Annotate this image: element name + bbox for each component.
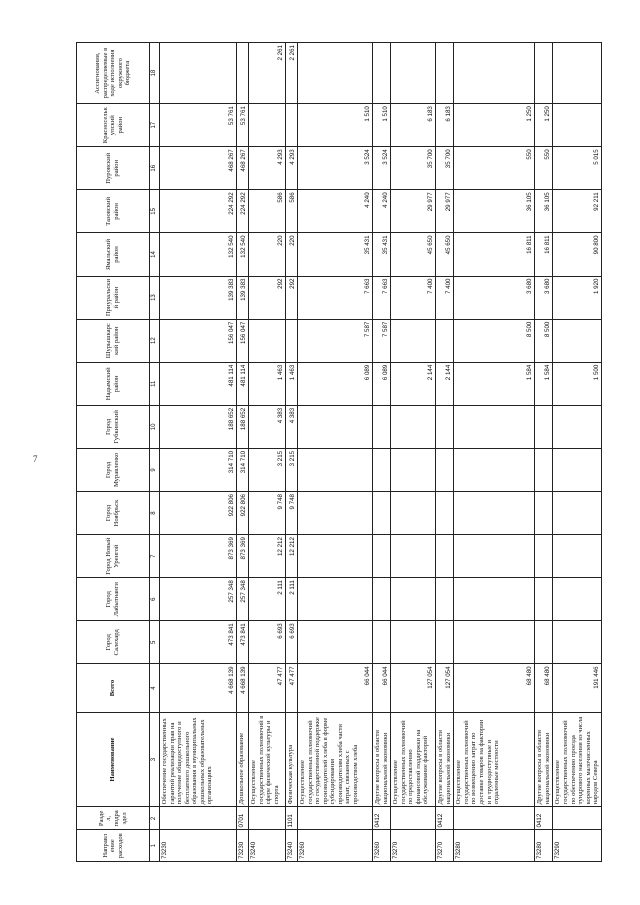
table-row <box>391 43 436 862</box>
value-cell: 156 047 <box>237 319 249 362</box>
value-cell <box>454 578 535 621</box>
name-cell: Физическая культура <box>286 712 298 807</box>
direction-code-cell: 73270 <box>436 830 454 862</box>
table-body <box>160 43 602 862</box>
value-cell: 550 <box>454 147 535 190</box>
budget-table <box>76 42 602 862</box>
direction-code-cell: 73260 <box>298 830 373 862</box>
value-cell <box>391 492 436 535</box>
value-cell: 9 748 <box>249 492 286 535</box>
value-cell: 4 240 <box>298 190 373 233</box>
value-cell <box>298 43 373 104</box>
section-code-cell: 0412 <box>436 807 454 830</box>
name-cell: Обеспечение государственных гарантий реализации прав на получение общедоступного и бесплатного дошкольного образования в муниципальных дошкольных образовательных организациях <box>160 712 237 807</box>
value-cell: 2 144 <box>391 362 436 405</box>
value-cell <box>373 578 391 621</box>
value-cell: 139 383 <box>160 276 237 319</box>
value-cell: 35 700 <box>391 147 436 190</box>
value-cell <box>553 104 601 147</box>
value-cell: 473 841 <box>160 621 237 664</box>
value-cell: 3 215 <box>249 448 286 491</box>
header-novy-urengoy: Город Новый Уренгой <box>77 535 150 578</box>
header-krasnoselkupsky: Красноселькупский район <box>77 104 150 147</box>
value-cell <box>535 535 553 578</box>
name-cell: Осуществление государственных полномочий по обеспечению проезда тундрового населения из числа коренных малочисленных народов Севера <box>553 712 601 807</box>
value-cell: 45 650 <box>436 233 454 276</box>
table-row <box>237 43 249 862</box>
value-cell: 4 383 <box>286 405 298 448</box>
col-index: 1 <box>150 830 160 862</box>
value-cell <box>535 621 553 664</box>
col-index: 12 <box>150 319 160 362</box>
col-index: 5 <box>150 621 160 664</box>
value-cell: 586 <box>286 190 298 233</box>
value-cell: 2 111 <box>249 578 286 621</box>
value-cell: 29 977 <box>436 190 454 233</box>
value-cell <box>391 43 436 104</box>
value-cell: 90 800 <box>553 233 601 276</box>
col-index: 16 <box>150 147 160 190</box>
col-index: 7 <box>150 535 160 578</box>
value-cell: 188 652 <box>237 405 249 448</box>
col-index: 13 <box>150 276 160 319</box>
value-cell: 4 293 <box>249 147 286 190</box>
value-cell <box>535 448 553 491</box>
value-cell: 481 114 <box>237 362 249 405</box>
value-cell <box>391 621 436 664</box>
value-cell: 257 348 <box>237 578 249 621</box>
direction-code-cell: 73280 <box>454 830 535 862</box>
value-cell: 4 293 <box>286 147 298 190</box>
value-cell: 7 587 <box>373 319 391 362</box>
value-cell: 5 015 <box>553 147 601 190</box>
value-cell <box>454 448 535 491</box>
value-cell <box>391 319 436 362</box>
value-cell <box>553 405 601 448</box>
value-cell: 127 054 <box>436 664 454 712</box>
name-cell: Дошкольное образование <box>237 712 249 807</box>
value-cell <box>298 492 373 535</box>
value-cell: 6 183 <box>391 104 436 147</box>
value-cell <box>436 448 454 491</box>
header-name: Наименование <box>77 712 150 807</box>
value-cell <box>373 535 391 578</box>
value-cell <box>436 43 454 104</box>
value-cell: 16 811 <box>454 233 535 276</box>
col-index: 10 <box>150 405 160 448</box>
value-cell: 7 400 <box>436 276 454 319</box>
col-index: 17 <box>150 104 160 147</box>
value-cell: 2 111 <box>286 578 298 621</box>
name-cell: Другие вопросы в области национальной экономики <box>436 712 454 807</box>
col-index: 2 <box>150 807 160 830</box>
value-cell: 3 524 <box>373 147 391 190</box>
direction-code-cell: 73280 <box>535 830 553 862</box>
value-cell: 6 183 <box>436 104 454 147</box>
section-code-cell <box>160 807 237 830</box>
header-purovsky: Пуровский район <box>77 147 150 190</box>
header-muravlenko: Город Муравленко <box>77 448 150 491</box>
value-cell <box>160 43 237 104</box>
section-code-cell <box>249 807 286 830</box>
value-cell: 7 663 <box>373 276 391 319</box>
column-index-row <box>150 43 160 862</box>
value-cell <box>391 535 436 578</box>
value-cell <box>454 621 535 664</box>
section-code-cell: 0412 <box>373 807 391 830</box>
value-cell <box>298 578 373 621</box>
value-cell: 2 261 <box>286 43 298 104</box>
value-cell: 47 477 <box>286 664 298 712</box>
value-cell: 586 <box>249 190 286 233</box>
value-cell: 188 652 <box>160 405 237 448</box>
value-cell <box>436 405 454 448</box>
value-cell: 53 761 <box>237 104 249 147</box>
value-cell: 7 663 <box>298 276 373 319</box>
value-cell: 1 250 <box>535 104 553 147</box>
value-cell: 132 540 <box>237 233 249 276</box>
value-cell: 468 267 <box>160 147 237 190</box>
col-index: 18 <box>150 43 160 104</box>
rotated-table-container <box>76 42 600 862</box>
direction-code-cell: 73230 <box>160 830 237 862</box>
value-cell: 35 431 <box>373 233 391 276</box>
value-cell: 132 540 <box>160 233 237 276</box>
value-cell <box>249 104 286 147</box>
name-cell: Осуществление государственных полномочий по возмещению затрат по доставке товаров на фактории и в труднодоступные и отдаленные местности <box>454 712 535 807</box>
direction-code-cell: 73290 <box>553 830 601 862</box>
value-cell: 12 212 <box>286 535 298 578</box>
value-cell: 29 977 <box>391 190 436 233</box>
header-noyabrsk: Город Ноябрьск <box>77 492 150 535</box>
value-cell <box>535 578 553 621</box>
value-cell <box>454 405 535 448</box>
value-cell: 257 348 <box>160 578 237 621</box>
value-cell <box>298 448 373 491</box>
value-cell: 1 463 <box>249 362 286 405</box>
value-cell <box>553 43 601 104</box>
value-cell: 2 261 <box>249 43 286 104</box>
value-cell <box>553 319 601 362</box>
value-cell <box>436 578 454 621</box>
value-cell <box>373 43 391 104</box>
header-salekhard: Город Салехард <box>77 621 150 664</box>
direction-code-cell: 73270 <box>391 830 436 862</box>
value-cell <box>298 535 373 578</box>
value-cell <box>436 621 454 664</box>
value-cell: 220 <box>286 233 298 276</box>
page-mark: 7 <box>33 454 38 464</box>
value-cell <box>436 492 454 535</box>
value-cell: 6 089 <box>298 362 373 405</box>
table-row <box>286 43 298 862</box>
value-cell: 314 710 <box>237 448 249 491</box>
value-cell: 6 089 <box>373 362 391 405</box>
header-section: Раздел, подраздел <box>77 807 150 830</box>
value-cell: 1 510 <box>373 104 391 147</box>
name-cell: Осуществление государственных полномочий по государственной поддержке производителей хлеба в форме субсидирования производителям хлеба части затрат, связанных с производством хлеба <box>298 712 373 807</box>
value-cell <box>373 492 391 535</box>
section-code-cell: 0701 <box>237 807 249 830</box>
section-code-cell <box>298 807 373 830</box>
value-cell: 53 761 <box>160 104 237 147</box>
value-cell: 3 680 <box>535 276 553 319</box>
value-cell: 66 044 <box>298 664 373 712</box>
value-cell: 1 584 <box>535 362 553 405</box>
value-cell <box>286 104 298 147</box>
value-cell <box>553 578 601 621</box>
value-cell: 481 114 <box>160 362 237 405</box>
table-row <box>298 43 373 862</box>
value-cell: 292 <box>286 276 298 319</box>
value-cell: 4 383 <box>249 405 286 448</box>
table-row <box>373 43 391 862</box>
section-code-cell <box>454 807 535 830</box>
col-index: 6 <box>150 578 160 621</box>
value-cell <box>286 319 298 362</box>
value-cell <box>391 448 436 491</box>
value-cell: 6 693 <box>249 621 286 664</box>
direction-code-cell: 73240 <box>249 830 286 862</box>
value-cell: 7 400 <box>391 276 436 319</box>
col-index: 11 <box>150 362 160 405</box>
value-cell <box>436 535 454 578</box>
value-cell <box>249 319 286 362</box>
table-row <box>160 43 237 862</box>
value-cell: 873 369 <box>237 535 249 578</box>
value-cell: 1 584 <box>454 362 535 405</box>
value-cell: 2 144 <box>436 362 454 405</box>
value-cell: 1 920 <box>553 276 601 319</box>
table-row <box>535 43 553 862</box>
value-cell: 36 105 <box>454 190 535 233</box>
table-row <box>249 43 286 862</box>
header-gubkinsky: Город Губкинский <box>77 405 150 448</box>
value-cell <box>454 535 535 578</box>
header-shuryshkary: Шурышкарский район <box>77 319 150 362</box>
table-header-row <box>77 43 150 862</box>
col-index: 8 <box>150 492 160 535</box>
section-code-cell <box>553 807 601 830</box>
value-cell <box>391 405 436 448</box>
value-cell: 4 668 139 <box>237 664 249 712</box>
value-cell: 127 054 <box>391 664 436 712</box>
value-cell: 35 431 <box>298 233 373 276</box>
header-nadym: Надымский район <box>77 362 150 405</box>
value-cell <box>553 535 601 578</box>
value-cell: 220 <box>249 233 286 276</box>
value-cell: 4 240 <box>373 190 391 233</box>
col-index: 14 <box>150 233 160 276</box>
value-cell: 1 500 <box>553 362 601 405</box>
value-cell <box>454 43 535 104</box>
header-yamalsky: Ямальский район <box>77 233 150 276</box>
value-cell <box>535 492 553 535</box>
value-cell: 6 693 <box>286 621 298 664</box>
document-frame <box>76 42 600 862</box>
value-cell: 68 480 <box>454 664 535 712</box>
value-cell <box>553 621 601 664</box>
value-cell: 468 267 <box>237 147 249 190</box>
value-cell <box>454 492 535 535</box>
direction-code-cell: 73230 <box>237 830 249 862</box>
col-index: 3 <box>150 712 160 807</box>
value-cell: 12 212 <box>249 535 286 578</box>
header-distributed: Ассигнования, распределяемые в ходе исполнения окружного бюджета <box>77 43 150 104</box>
value-cell <box>373 621 391 664</box>
value-cell: 66 044 <box>373 664 391 712</box>
value-cell: 35 700 <box>436 147 454 190</box>
value-cell: 139 383 <box>237 276 249 319</box>
header-direction: Направление расходов <box>77 830 150 862</box>
value-cell: 922 806 <box>237 492 249 535</box>
value-cell: 550 <box>535 147 553 190</box>
value-cell <box>298 621 373 664</box>
value-cell: 9 748 <box>286 492 298 535</box>
direction-code-cell: 73260 <box>373 830 391 862</box>
section-code-cell <box>391 807 436 830</box>
name-cell: Другие вопросы в области национальной экономики <box>373 712 391 807</box>
value-cell: 4 668 139 <box>160 664 237 712</box>
value-cell: 47 477 <box>249 664 286 712</box>
value-cell: 68 480 <box>535 664 553 712</box>
value-cell: 3 680 <box>454 276 535 319</box>
value-cell: 8 500 <box>454 319 535 362</box>
value-cell: 314 710 <box>160 448 237 491</box>
value-cell <box>535 43 553 104</box>
value-cell: 191 446 <box>553 664 601 712</box>
table-row <box>454 43 535 862</box>
table-row <box>553 43 601 862</box>
header-priuralsky: Приуральский район <box>77 276 150 319</box>
value-cell <box>373 405 391 448</box>
value-cell: 3 215 <box>286 448 298 491</box>
value-cell: 7 587 <box>298 319 373 362</box>
value-cell <box>391 578 436 621</box>
value-cell: 873 369 <box>160 535 237 578</box>
value-cell: 473 841 <box>237 621 249 664</box>
header-total: Всего <box>77 664 150 712</box>
header-labytnangi: Город Лабытнанги <box>77 578 150 621</box>
value-cell: 8 500 <box>535 319 553 362</box>
value-cell <box>373 448 391 491</box>
name-cell: Осуществление государственных полномочий в сфере физической культуры и спорта <box>249 712 286 807</box>
value-cell <box>553 492 601 535</box>
name-cell: Другие вопросы в области национальной экономики <box>535 712 553 807</box>
value-cell: 1 463 <box>286 362 298 405</box>
name-cell: Осуществление государственных полномочий по предоставлению финансовой поддержки на обслуживание факторий <box>391 712 436 807</box>
value-cell <box>553 448 601 491</box>
col-index: 4 <box>150 664 160 712</box>
section-code-cell: 0412 <box>535 807 553 830</box>
table-row <box>436 43 454 862</box>
value-cell <box>436 319 454 362</box>
section-code-cell: 1101 <box>286 807 298 830</box>
value-cell: 36 105 <box>535 190 553 233</box>
header-tazovsky: Тазовский район <box>77 190 150 233</box>
value-cell <box>237 43 249 104</box>
value-cell: 1 510 <box>298 104 373 147</box>
value-cell: 224 292 <box>160 190 237 233</box>
value-cell: 224 292 <box>237 190 249 233</box>
col-index: 15 <box>150 190 160 233</box>
value-cell: 1 250 <box>454 104 535 147</box>
value-cell: 92 211 <box>553 190 601 233</box>
direction-code-cell: 73240 <box>286 830 298 862</box>
value-cell: 156 047 <box>160 319 237 362</box>
col-index: 9 <box>150 448 160 491</box>
value-cell: 16 811 <box>535 233 553 276</box>
value-cell: 922 806 <box>160 492 237 535</box>
value-cell: 292 <box>249 276 286 319</box>
value-cell: 3 524 <box>298 147 373 190</box>
value-cell <box>298 405 373 448</box>
value-cell <box>535 405 553 448</box>
value-cell: 45 650 <box>391 233 436 276</box>
